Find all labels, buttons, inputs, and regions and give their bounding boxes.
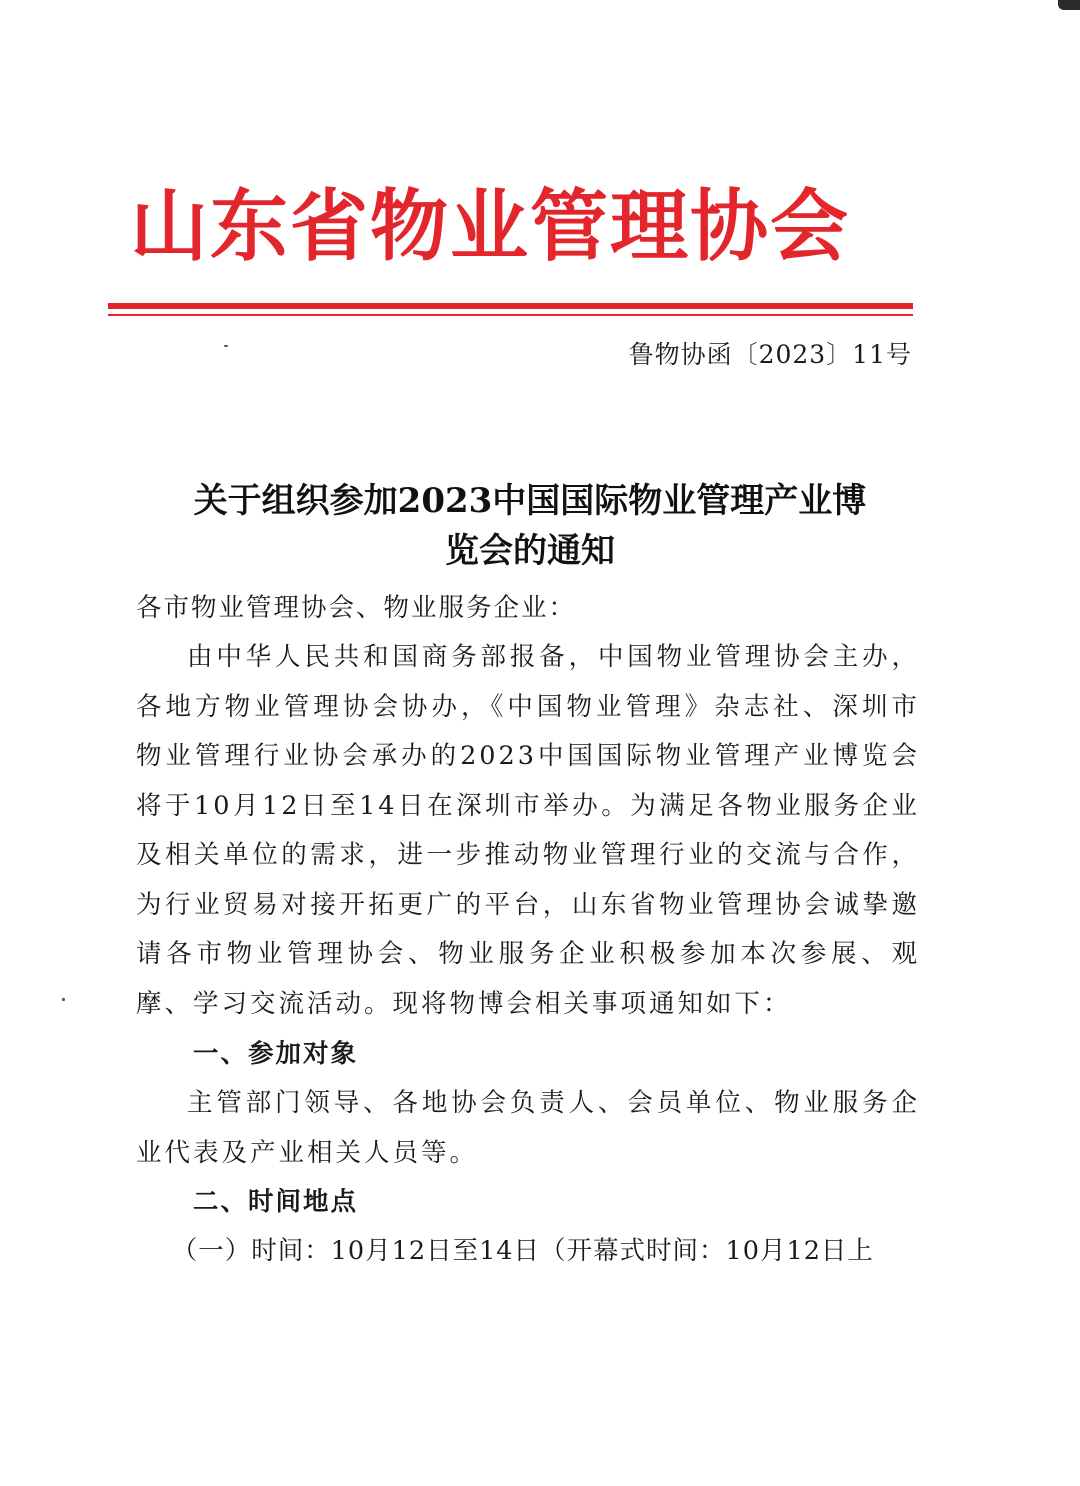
notice-title bbox=[120, 476, 940, 576]
notice-title-line2: 览会的通知 bbox=[445, 531, 615, 571]
letterhead-rule-thick bbox=[108, 303, 913, 309]
notice-title-line1: 关于组织参加2023中国国际物业管理产业博 bbox=[193, 481, 867, 521]
section1-heading: 一、参加对象 bbox=[193, 1039, 359, 1069]
section1-text: 主管部门领导、各地协会负责人、会员单位、物业服务企业代表及产业相关人员等。 bbox=[136, 1088, 920, 1168]
scan-corner-mark bbox=[1058, 0, 1080, 10]
section2-heading: 二、时间地点 bbox=[193, 1187, 359, 1217]
letterhead-rule-thin bbox=[108, 314, 913, 316]
intro-paragraph: 由中华人民共和国商务部报备，中国物业管理协会主办，各地方物业管理协会协办，《中国物业管理》杂志社、深圳市物业管理行业协会承办的2023中国国际物业管理产业博览会将于10月12日至14日在深圳市举办。为满足各物业服务企业及相关单位的需求，进一步推动物业管理行业的交流与合作，为行业贸易对接开拓更广的平台，山东省物业管理协会诚挚邀请各市物业管理协会、物业服务企业积极参加本次参展、观摩、学习交流活动。现将物博会相关事项通知如下： bbox=[136, 642, 920, 1019]
scan-speck bbox=[224, 345, 228, 347]
salutation: 各市物业管理协会、物业服务企业： bbox=[136, 593, 577, 623]
scan-speck bbox=[62, 998, 65, 1001]
section2-item1: （一）时间：10月12日至14日（开幕式时间：10月12日上 bbox=[171, 1236, 874, 1266]
letterhead-org-name: 山东省物业管理协会 bbox=[130, 181, 851, 272]
document-number: 鲁物协函〔2023〕11号 bbox=[628, 340, 912, 369]
